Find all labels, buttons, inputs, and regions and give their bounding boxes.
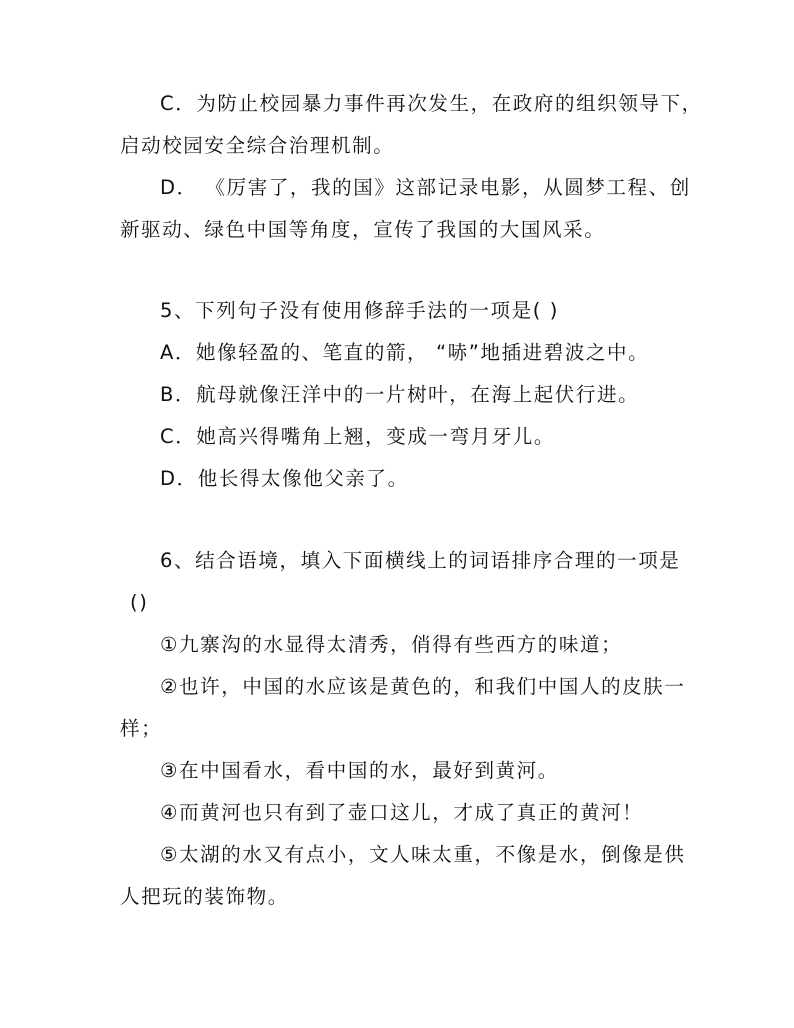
q5-option-a: A．她像轻盈的、笔直的箭， “哧”地插进碧波之中。 [160, 341, 650, 364]
q6-item-1: ①九寨沟的水显得太清秀，俏得有些西方的味道； [160, 633, 623, 656]
q4-option-d-line2: 新驱动、绿色中国等角度，宣传了我国的大国风采。 [120, 218, 606, 241]
q5-option-c: C．她高兴得嘴角上翘，变成一弯月牙儿。 [160, 425, 556, 448]
q4-option-c-line1: C．为防止校园暴力事件再次发生，在政府的组织领导下， [160, 92, 703, 115]
q4-option-d-line1: D． 《厉害了，我的国》这部记录电影，从圆梦工程、创 [160, 176, 691, 199]
q5-stem: 5、下列句子没有使用修辞手法的一项是( ) [160, 299, 559, 322]
q5-option-b: B．航母就像汪洋中的一片树叶，在海上起伏行进。 [160, 383, 640, 406]
q6-item-4: ④而黄河也只有到了壶口这儿，才成了真正的黄河！ [160, 801, 644, 824]
q6-stem-line2: () [130, 591, 149, 614]
q6-item-2-line1: ②也许，中国的水应该是黄色的，和我们中国人的皮肤一 [160, 675, 686, 698]
q5-option-d: D．他长得太像他父亲了。 [160, 467, 409, 490]
q6-item-3: ③在中国看水，看中国的水，最好到黄河。 [160, 759, 559, 782]
q6-item-5-line2: 人把玩的装饰物。 [120, 885, 289, 908]
q4-option-c-line2: 启动校园安全综合治理机制。 [120, 134, 395, 157]
q6-item-2-line2: 样； [120, 717, 163, 740]
q6-item-5-line1: ⑤太湖的水又有点小，文人味太重，不像是水，倒像是供 [160, 843, 686, 866]
q6-stem-line1: 6、结合语境，填入下面横线上的词语排序合理的一项是 [160, 549, 681, 572]
